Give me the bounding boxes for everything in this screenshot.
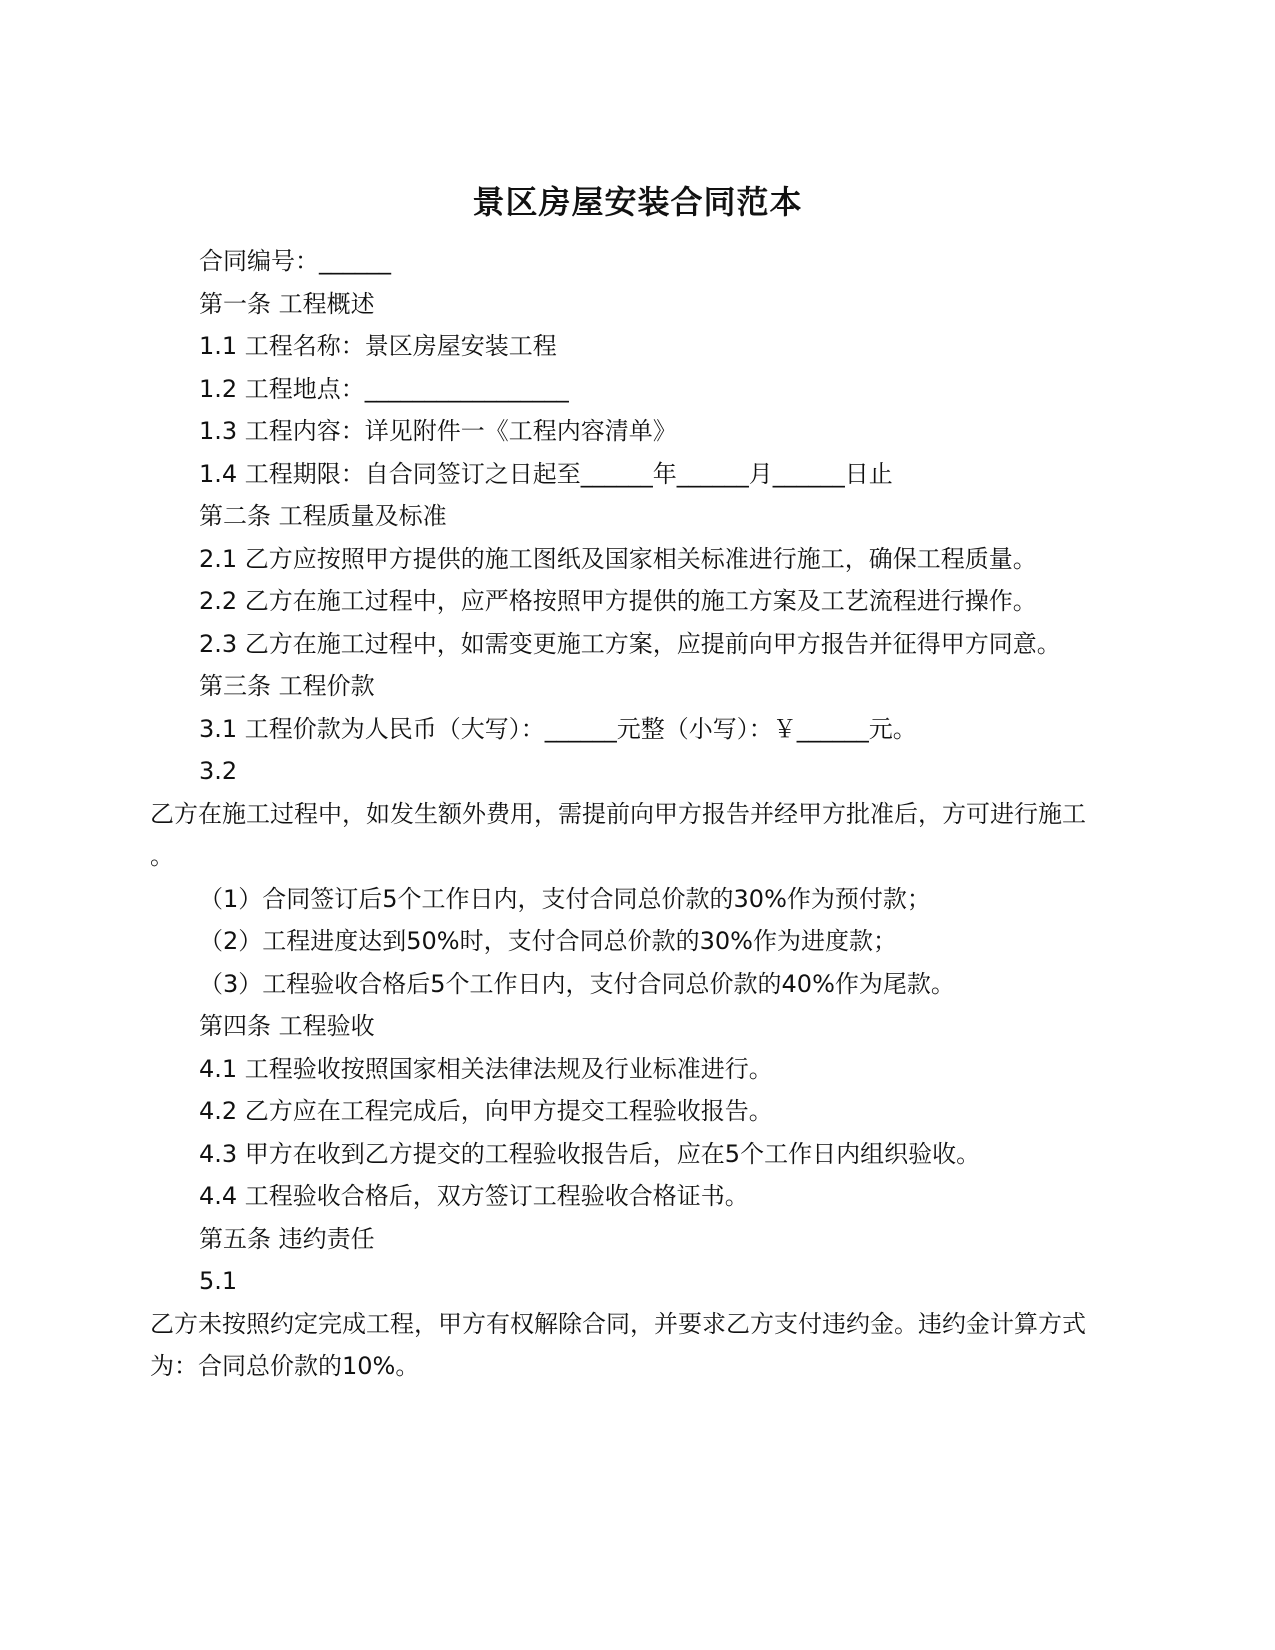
- article-1-heading: 第一条 工程概述: [199, 289, 375, 318]
- clause-4-4: 4.4 工程验收合格后，双方签订工程验收合格证书。: [199, 1182, 749, 1210]
- payment-item-2: （2）工程进度达到50%时，支付合同总价款的30%作为进度款；: [199, 927, 897, 955]
- document-title: 景区房屋安装合同范本: [472, 183, 803, 221]
- clause-4-1: 4.1 工程验收按照国家相关法律法规及行业标准进行。: [199, 1054, 773, 1083]
- article-2-heading: 第二条 工程质量及标准: [199, 502, 447, 530]
- clause-1-4: 1.4 工程期限：自合同签订之日起至______年______月______日止: [199, 459, 893, 488]
- clause-5-1-text-end: 为：合同总价款的10%。: [150, 1352, 420, 1380]
- clause-3-2-text: 乙方在施工过程中，如发生额外费用，需提前向甲方报告并经甲方批准后，方可进行施工: [150, 799, 1086, 828]
- document-body: [150, 240, 1130, 1388]
- clause-4-3: 4.3 甲方在收到乙方提交的工程验收报告后，应在5个工作日内组织验收。: [199, 1139, 981, 1168]
- clause-1-2: 1.2 工程地点：_________________: [199, 374, 569, 403]
- clause-2-3: 2.3 乙方在施工过程中，如需变更施工方案，应提前向甲方报告并征得甲方同意。: [199, 629, 1061, 658]
- contract-number: 合同编号：______: [199, 247, 391, 275]
- clause-5-1-number: 5.1: [199, 1267, 238, 1295]
- clause-2-1: 2.1 乙方应按照甲方提供的施工图纸及国家相关标准进行施工，确保工程质量。: [199, 544, 1037, 573]
- clause-1-1: 1.1 工程名称：景区房屋安装工程: [199, 332, 557, 360]
- clause-1-3: 1.3 工程内容：详见附件一《工程内容清单》: [199, 417, 677, 445]
- clause-2-2: 2.2 乙方在施工过程中，应严格按照甲方提供的施工方案及工艺流程进行操作。: [199, 587, 1037, 615]
- clause-3-2-number: 3.2: [199, 757, 238, 785]
- clause-4-2: 4.2 乙方应在工程完成后，向甲方提交工程验收报告。: [199, 1097, 773, 1125]
- article-5-heading: 第五条 违约责任: [199, 1224, 375, 1253]
- article-4-heading: 第四条 工程验收: [199, 1012, 375, 1040]
- article-3-heading: 第三条 工程价款: [199, 672, 375, 700]
- clause-5-1-text: 乙方未按照约定完成工程，甲方有权解除合同，并要求乙方支付违约金。违约金计算方式: [150, 1309, 1086, 1338]
- payment-item-3: （3）工程验收合格后5个工作日内，支付合同总价款的40%作为尾款。: [199, 969, 955, 998]
- clause-3-2-text-end: 。: [150, 842, 174, 870]
- payment-item-1: （1）合同签订后5个工作日内，支付合同总价款的30%作为预付款；: [199, 884, 931, 913]
- clause-3-1: 3.1 工程价款为人民币（大写）：______元整（小写）：￥______元。: [199, 714, 917, 743]
